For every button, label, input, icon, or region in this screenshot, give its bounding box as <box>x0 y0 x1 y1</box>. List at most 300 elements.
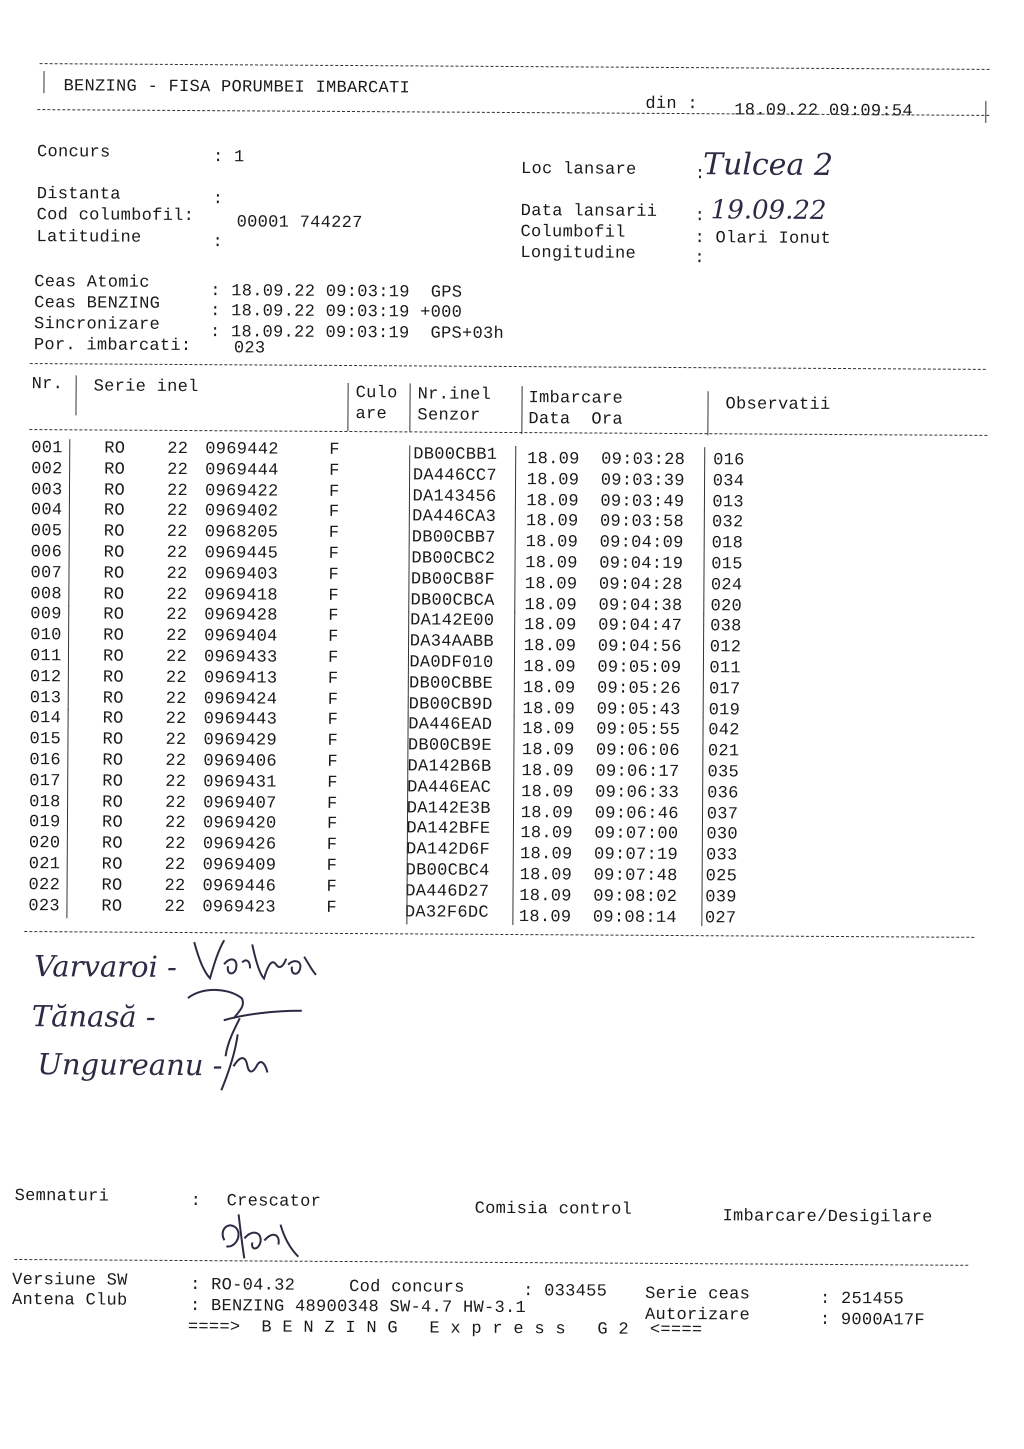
cell-nr: 015 <box>29 730 62 750</box>
cell-nr: 007 <box>30 563 63 584</box>
cell-date: 18.09 <box>523 637 577 657</box>
cell-date: 18.09 <box>525 533 579 553</box>
row-sep-nr <box>69 460 70 481</box>
cell-country: RO <box>103 585 125 605</box>
cell-date: 18.09 <box>522 678 576 699</box>
cell-ring: 0969404 <box>204 627 278 647</box>
serie-ceas-label: Serie ceas <box>645 1284 751 1305</box>
cell-sex: F <box>327 732 339 752</box>
cell-sensor: DA446CA3 <box>412 507 497 528</box>
cell-country: RO <box>102 709 124 730</box>
cell-date: 18.09 <box>522 699 576 719</box>
cell-obs: 038 <box>710 617 742 637</box>
cell-country: RO <box>101 897 123 917</box>
cell-country: RO <box>103 626 125 646</box>
cell-year: 22 <box>164 897 186 917</box>
cell-country: RO <box>101 876 123 896</box>
versiune-sw-label: Versiune SW <box>12 1270 128 1291</box>
cell-ring: 0969442 <box>205 440 279 460</box>
cell-ring: 0969413 <box>203 668 278 689</box>
cell-nr: 009 <box>30 605 62 625</box>
col-serie-inel: Serie inel <box>93 377 199 398</box>
cell-nr: 014 <box>29 709 62 729</box>
cell-date: 18.09 <box>526 470 580 491</box>
cell-country: RO <box>102 793 124 813</box>
cell-year: 22 <box>166 627 188 647</box>
cell-nr: 018 <box>29 792 61 812</box>
por-imbarcati-value: 023 <box>233 339 266 359</box>
cell-nr: 017 <box>29 771 61 792</box>
cell-sex: F <box>328 482 340 502</box>
row-sep-nr <box>68 710 69 731</box>
cell-country: RO <box>101 813 124 834</box>
cell-date: 18.09 <box>519 866 573 886</box>
cell-time: 09:04:09 <box>599 533 684 554</box>
col-imbarcare-2: Data Ora <box>528 410 624 430</box>
cell-sensor: DB00CB9E <box>407 736 493 757</box>
cell-sex: F <box>328 524 340 544</box>
col-nr-inel-2: Senzor <box>417 406 481 426</box>
cell-country: RO <box>102 689 124 709</box>
cell-nr: 010 <box>30 626 62 646</box>
ceas-atomic-label: Ceas Atomic <box>34 273 150 293</box>
signature-3 <box>213 1026 283 1096</box>
cell-time: 09:04:56 <box>597 637 682 658</box>
row-sep-nr <box>69 522 70 543</box>
serie-ceas-value: : 251455 <box>820 1289 905 1310</box>
header-left-bar <box>43 71 44 93</box>
antena-club-value: : BENZING 48900348 SW-4.7 HW-3.1 <box>189 1297 527 1319</box>
cell-date: 18.09 <box>522 720 575 740</box>
cell-sex: F <box>327 752 338 772</box>
cell-year: 22 <box>165 647 188 668</box>
cell-year: 22 <box>166 502 188 522</box>
cell-nr: 005 <box>30 522 63 542</box>
cell-year: 22 <box>165 731 187 751</box>
cell-nr: 020 <box>28 834 61 854</box>
cell-date: 18.09 <box>527 450 580 470</box>
cell-sex: F <box>328 544 340 564</box>
cell-nr: 011 <box>29 647 62 667</box>
row-sep-nr <box>67 730 68 751</box>
cell-sex: F <box>327 690 339 710</box>
row-sep-nr <box>67 772 68 793</box>
cell-sex: F <box>327 773 338 793</box>
autorizare-value: : 9000A17F <box>819 1310 926 1331</box>
data-lansarii-colon: : <box>694 207 706 227</box>
cell-time: 09:08:02 <box>593 887 678 907</box>
data-lansarii-value: 19.09.22 <box>710 195 827 226</box>
row-sep-culoare <box>406 903 407 924</box>
cell-year: 22 <box>166 606 188 626</box>
cell-nr: 019 <box>28 813 61 833</box>
latitudine-value: : <box>212 233 224 253</box>
cell-sensor: DB00CBB7 <box>411 528 496 549</box>
cell-ring: 0969428 <box>204 606 278 626</box>
cell-country: RO <box>103 481 126 501</box>
cell-date: 18.09 <box>524 616 577 636</box>
antena-club-label: Antena Club <box>11 1290 128 1311</box>
columbofil-label: Columbofil <box>520 223 626 243</box>
cell-nr: 003 <box>30 480 63 500</box>
cell-date: 18.09 <box>525 554 578 574</box>
cell-year: 22 <box>167 460 189 480</box>
cell-sex: F <box>329 461 340 481</box>
comisia-label: Comisia control <box>474 1199 633 1220</box>
cell-sex: F <box>327 669 339 689</box>
cell-sensor: DA446EAC <box>407 778 492 798</box>
cell-date: 18.09 <box>521 762 575 782</box>
cell-obs: 027 <box>704 908 737 928</box>
cell-year: 22 <box>164 814 187 834</box>
cell-time: 09:03:28 <box>601 450 686 471</box>
cell-country: RO <box>103 543 125 563</box>
cell-year: 22 <box>166 585 188 605</box>
cell-nr: 002 <box>31 459 63 480</box>
cell-sensor: DA32F6DC <box>404 902 489 923</box>
cell-year: 22 <box>167 439 189 460</box>
cell-ring: 0969431 <box>203 772 277 793</box>
divider-table-header <box>29 429 987 436</box>
cell-ring: 0969423 <box>202 897 277 918</box>
col-sep-1 <box>75 375 76 415</box>
por-imbarcati-label: Por. imbarcati: <box>33 336 192 357</box>
cell-obs: 035 <box>707 763 740 783</box>
ceas-atomic-value: : 18.09.22 09:03:19 GPS <box>210 282 463 303</box>
cell-year: 22 <box>165 710 187 730</box>
cell-year: 22 <box>166 523 188 543</box>
row-sep-nr <box>68 647 69 668</box>
longitudine-value: : <box>694 249 705 269</box>
row-sep-nr <box>67 834 68 855</box>
col-sep-2 <box>347 383 348 431</box>
cod-concurs-label: Cod concurs <box>349 1278 465 1298</box>
cell-country: RO <box>104 460 126 480</box>
divider-footer <box>14 1259 968 1266</box>
cell-ring: 0969443 <box>203 710 278 730</box>
cell-obs: 017 <box>708 680 741 700</box>
din-label: din : <box>645 94 698 115</box>
cell-nr: 004 <box>30 501 63 521</box>
loc-lansare-colon: : <box>694 165 706 185</box>
col-nr: Nr. <box>31 375 64 395</box>
cell-ring: 0969444 <box>205 460 279 481</box>
ceas-benzing-label: Ceas BENZING <box>34 294 161 314</box>
row-sep-nr <box>68 626 69 647</box>
cell-date: 18.09 <box>526 512 579 532</box>
cell-ring: 0969420 <box>202 814 277 834</box>
cell-sex: F <box>328 607 339 627</box>
cell-sex: F <box>328 565 340 585</box>
cell-sensor: DA0DF010 <box>409 653 494 673</box>
col-sep-5 <box>707 391 708 435</box>
row-sep-nr <box>68 606 69 627</box>
cod-columbofil-label: Cod columbofil: <box>36 206 195 227</box>
cell-obs: 018 <box>711 534 744 554</box>
col-sep-4 <box>521 386 522 434</box>
page-title: BENZING - FISA PORUMBEI IMBARCATI <box>63 77 411 99</box>
cell-time: 09:03:58 <box>600 512 685 533</box>
cell-country: RO <box>102 647 125 667</box>
columbofil-value: : Olari Ionut <box>694 229 832 249</box>
cod-columbofil-value: 00001 744227 <box>236 213 363 234</box>
row-sep-ora <box>701 905 702 926</box>
cell-sensor: DA142B6B <box>407 757 492 777</box>
row-sep-nr <box>68 668 69 689</box>
cell-time: 09:07:19 <box>593 845 679 866</box>
cell-obs: 039 <box>705 887 737 908</box>
cell-sensor: DB00CBC2 <box>411 549 496 569</box>
cell-date: 18.09 <box>526 491 580 512</box>
cell-obs: 032 <box>712 513 744 533</box>
cell-ring: 0969403 <box>204 564 279 585</box>
cell-sensor: DA446CC7 <box>412 466 497 486</box>
col-culoare-1: Culo <box>355 384 398 404</box>
row-sep-nr <box>67 793 68 814</box>
cell-time: 09:05:09 <box>597 658 682 679</box>
cell-ring: 0969406 <box>203 752 277 772</box>
divider-table-top <box>30 363 986 370</box>
cell-year: 22 <box>166 481 189 501</box>
cell-obs: 021 <box>707 742 740 762</box>
signature-crescator <box>214 1210 304 1261</box>
cell-year: 22 <box>165 793 187 813</box>
cell-time: 09:07:48 <box>593 866 678 887</box>
col-observatii: Observatii <box>725 395 831 415</box>
cell-date: 18.09 <box>520 803 574 823</box>
loc-lansare-value: Tulcea 2 <box>702 147 834 183</box>
cell-time: 09:06:06 <box>595 741 680 762</box>
cell-time: 09:03:39 <box>600 471 685 491</box>
cell-country: RO <box>101 834 123 854</box>
cell-sensor: DB00CB9D <box>408 694 493 715</box>
cell-sensor: DA34AABB <box>409 632 494 653</box>
distanta-label: Distanta <box>36 185 121 205</box>
cell-sensor: DA446EAD <box>408 715 493 736</box>
cell-obs: 012 <box>709 638 742 658</box>
semnaturi-colon: : <box>190 1192 202 1212</box>
row-sep-nr <box>69 502 70 523</box>
cell-year: 22 <box>165 689 187 709</box>
cell-nr: 012 <box>29 667 62 688</box>
cell-date: 18.09 <box>524 595 578 616</box>
cell-sex: F <box>326 836 338 856</box>
cell-sex: F <box>329 440 340 460</box>
cell-sensor: DB00CBB1 <box>413 445 498 465</box>
loc-lansare-label: Loc lansare <box>520 160 637 180</box>
cell-nr: 023 <box>28 896 61 916</box>
cell-country: RO <box>104 439 126 459</box>
cell-time: 09:03:49 <box>600 492 685 512</box>
cell-date: 18.09 <box>519 845 573 865</box>
row-sep-nr <box>67 876 68 897</box>
cell-nr: 006 <box>30 543 63 563</box>
data-lansarii-label: Data lansarii <box>520 202 658 222</box>
concurs-label: Concurs <box>37 143 111 163</box>
cell-obs: 025 <box>705 867 738 887</box>
cell-ring: 0969429 <box>203 731 278 751</box>
cell-country: RO <box>101 855 123 875</box>
cell-date: 18.09 <box>519 886 572 907</box>
cell-time: 09:06:17 <box>595 762 680 783</box>
cell-obs: 019 <box>708 700 741 721</box>
cell-country: RO <box>103 522 125 542</box>
cell-ring: 0969418 <box>204 585 278 606</box>
cell-year: 22 <box>164 876 186 896</box>
cell-ring: 0969424 <box>203 689 278 710</box>
cell-sensor: DB00CBC4 <box>405 861 490 881</box>
cell-country: RO <box>102 751 124 771</box>
cod-concurs-value: : 033455 <box>523 1282 608 1302</box>
handwritten-name-3: Ungureanu - <box>37 1047 223 1083</box>
cell-year: 22 <box>165 751 187 772</box>
row-sep-nr <box>68 585 69 606</box>
cell-nr: 016 <box>29 751 61 771</box>
cell-nr: 021 <box>28 855 61 875</box>
cell-time: 09:04:28 <box>598 575 684 595</box>
cell-time: 09:08:14 <box>592 908 677 928</box>
cell-sensor: DA142E00 <box>410 611 495 632</box>
divider-top <box>40 63 990 70</box>
cell-ring: 0969433 <box>203 648 278 668</box>
cell-sensor: DA142E3B <box>406 798 491 819</box>
cell-obs: 030 <box>706 825 738 845</box>
col-sep-3 <box>409 383 410 431</box>
cell-obs: 033 <box>705 846 738 866</box>
cell-sensor: DA142D6F <box>405 840 491 861</box>
cell-time: 09:07:00 <box>594 824 679 845</box>
row-sep-nr <box>67 814 68 835</box>
cell-obs: 034 <box>712 472 745 492</box>
distanta-value: : <box>212 190 224 210</box>
versiune-sw-value: : RO-04.32 <box>190 1276 296 1296</box>
cell-ring: 0968205 <box>204 523 279 543</box>
cell-sex: F <box>326 856 338 876</box>
cell-time: 09:06:33 <box>595 783 680 803</box>
col-imbarcare-1: Imbarcare <box>528 389 624 409</box>
cell-sex: F <box>327 711 339 731</box>
cell-year: 22 <box>164 855 186 876</box>
sincronizare-label: Sincronizare <box>33 315 161 335</box>
row-sep-nr <box>67 751 68 772</box>
cell-date: 18.09 <box>523 658 576 678</box>
cell-sex: F <box>327 794 338 814</box>
cell-sensor: DA143456 <box>412 486 497 507</box>
cell-time: 09:06:46 <box>594 804 679 824</box>
divider-table-bottom <box>24 931 974 938</box>
row-sep-nr <box>69 543 70 564</box>
crescator-label: Crescator <box>226 1192 322 1212</box>
imbarcare-desigilare-label: Imbarcare/Desigilare <box>722 1207 933 1228</box>
cell-year: 22 <box>166 543 188 564</box>
handwritten-name-2: Tănasă - <box>31 999 156 1034</box>
cell-date: 18.09 <box>520 824 573 844</box>
cell-obs: 024 <box>710 576 743 596</box>
cell-sex: F <box>328 628 339 648</box>
cell-obs: 036 <box>707 784 739 804</box>
cell-date: 18.09 <box>518 907 572 927</box>
cell-country: RO <box>103 605 125 626</box>
cell-ring: 0969407 <box>203 793 277 814</box>
cell-country: RO <box>103 564 125 584</box>
latitudine-label: Latitudine <box>36 228 142 248</box>
cell-ring: 0969422 <box>204 481 279 502</box>
cell-nr: 001 <box>31 439 63 459</box>
cell-sex: F <box>326 877 338 897</box>
semnaturi-label: Semnaturi <box>14 1186 110 1207</box>
longitudine-label: Longitudine <box>520 244 637 264</box>
cell-ring: 0969446 <box>202 876 277 897</box>
autorizare-label: Autorizare <box>644 1305 751 1326</box>
cell-year: 22 <box>165 668 187 688</box>
concurs-value: : 1 <box>212 148 245 168</box>
sincronizare-value: : 18.09.22 09:03:19 GPS+03h <box>209 323 505 344</box>
row-sep-nr <box>67 855 68 876</box>
cell-time: 09:04:47 <box>598 616 683 637</box>
row-sep-nr <box>68 689 69 710</box>
cell-time: 09:05:55 <box>596 720 681 741</box>
cell-sex: F <box>328 503 340 523</box>
cell-ring: 0969445 <box>204 544 279 564</box>
cell-obs: 020 <box>710 596 743 617</box>
cell-obs: 042 <box>708 721 740 741</box>
cell-obs: 013 <box>712 492 745 513</box>
cell-sensor: DA142BFE <box>406 819 491 840</box>
cell-obs: 011 <box>709 659 741 679</box>
row-sep-nr <box>66 897 67 918</box>
cell-country: RO <box>102 730 124 750</box>
cell-sex: F <box>326 898 338 918</box>
cell-nr: 013 <box>29 688 62 708</box>
col-culoare-2: are <box>355 405 388 425</box>
cell-date: 18.09 <box>524 574 578 595</box>
signature-1 <box>190 934 320 985</box>
cell-time: 09:04:38 <box>598 596 683 616</box>
cell-year: 22 <box>166 564 188 584</box>
cell-obs: 037 <box>706 804 739 824</box>
cell-ring: 0969402 <box>204 502 279 522</box>
cell-ring: 0969409 <box>202 856 277 876</box>
row-sep-nr <box>69 481 70 502</box>
row-sep-nr <box>68 564 69 585</box>
cell-sensor: DB00CBBE <box>409 674 494 694</box>
cell-nr: 008 <box>30 584 62 604</box>
cell-sensor: DB00CB8F <box>410 570 496 590</box>
cell-obs: 016 <box>713 451 745 471</box>
cell-date: 18.09 <box>521 782 574 803</box>
cell-ring: 0969426 <box>202 835 277 855</box>
cell-sex: F <box>326 815 338 835</box>
cell-nr: 022 <box>28 875 61 896</box>
header-right-bar <box>985 101 986 123</box>
cell-country: RO <box>102 772 124 792</box>
handwritten-name-1: Varvaroi - <box>33 949 177 984</box>
row-sep-senzor <box>512 904 513 925</box>
benzing-express-banner: ====> B E N Z I N G E x p r e s s G 2 <==== <box>187 1318 703 1341</box>
cell-time: 09:05:43 <box>596 700 681 720</box>
ceas-benzing-value: : 18.09.22 09:03:19 +000 <box>210 302 463 323</box>
cell-sensor: DA446D27 <box>405 882 490 902</box>
cell-obs: 015 <box>711 555 743 575</box>
cell-sex: F <box>327 648 339 668</box>
cell-country: RO <box>102 668 124 688</box>
col-nr-inel-1: Nr.inel <box>417 385 492 405</box>
cell-time: 09:05:26 <box>596 679 682 699</box>
din-value: 18.09.22 09:09:54 <box>734 101 913 122</box>
cell-sensor: DB00CBCA <box>410 590 495 611</box>
cell-year: 22 <box>165 772 187 792</box>
cell-country: RO <box>103 501 125 522</box>
